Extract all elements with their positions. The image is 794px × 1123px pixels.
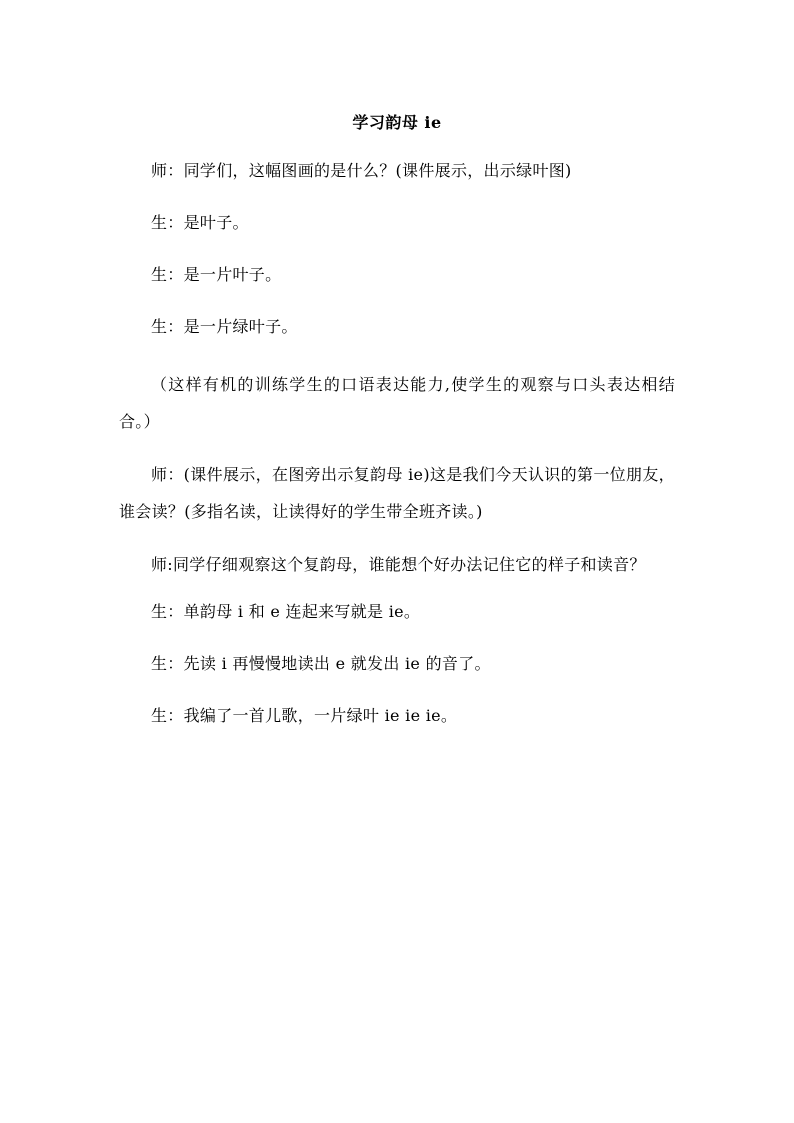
paragraph-student-rhyme: 生：我编了一首儿歌，一片绿叶 ie ie ie。 bbox=[151, 706, 458, 725]
paragraph-teaching-note: （这样有机的训练学生的口语表达能力,使学生的观察与口头表达相结合。） bbox=[119, 375, 675, 431]
paragraph-student-method-1: 生：单韵母 i 和 e 连起来写就是 ie。 bbox=[151, 602, 421, 621]
paragraph-teacher-observe: 师:同学仔细观察这个复韵母，谁能想个好办法记住它的样子和读音？ bbox=[151, 555, 646, 574]
document-title: 学习韵母 ie bbox=[352, 113, 442, 132]
paragraph-student-answer-3: 生：是一片绿叶子。 bbox=[151, 317, 298, 336]
paragraph-student-method-2: 生：先读 i 再慢慢地读出 e 就发出 ie 的音了。 bbox=[151, 654, 491, 673]
document-body bbox=[119, 158, 675, 755]
paragraph-teacher-question: 师：同学们，这幅图画的是什么？(课件展示，出示绿叶图) bbox=[151, 161, 572, 180]
paragraph-teacher-introduce-ie: 师：(课件展示，在图旁出示复韵母 ie)这是我们今天认识的第一位朋友，谁会读？(多指名读，让读得好的学生带全班齐读。) bbox=[119, 465, 675, 521]
paragraph-student-answer-1: 生：是叶子。 bbox=[151, 213, 249, 232]
paragraph-student-answer-2: 生：是一片叶子。 bbox=[151, 265, 282, 284]
